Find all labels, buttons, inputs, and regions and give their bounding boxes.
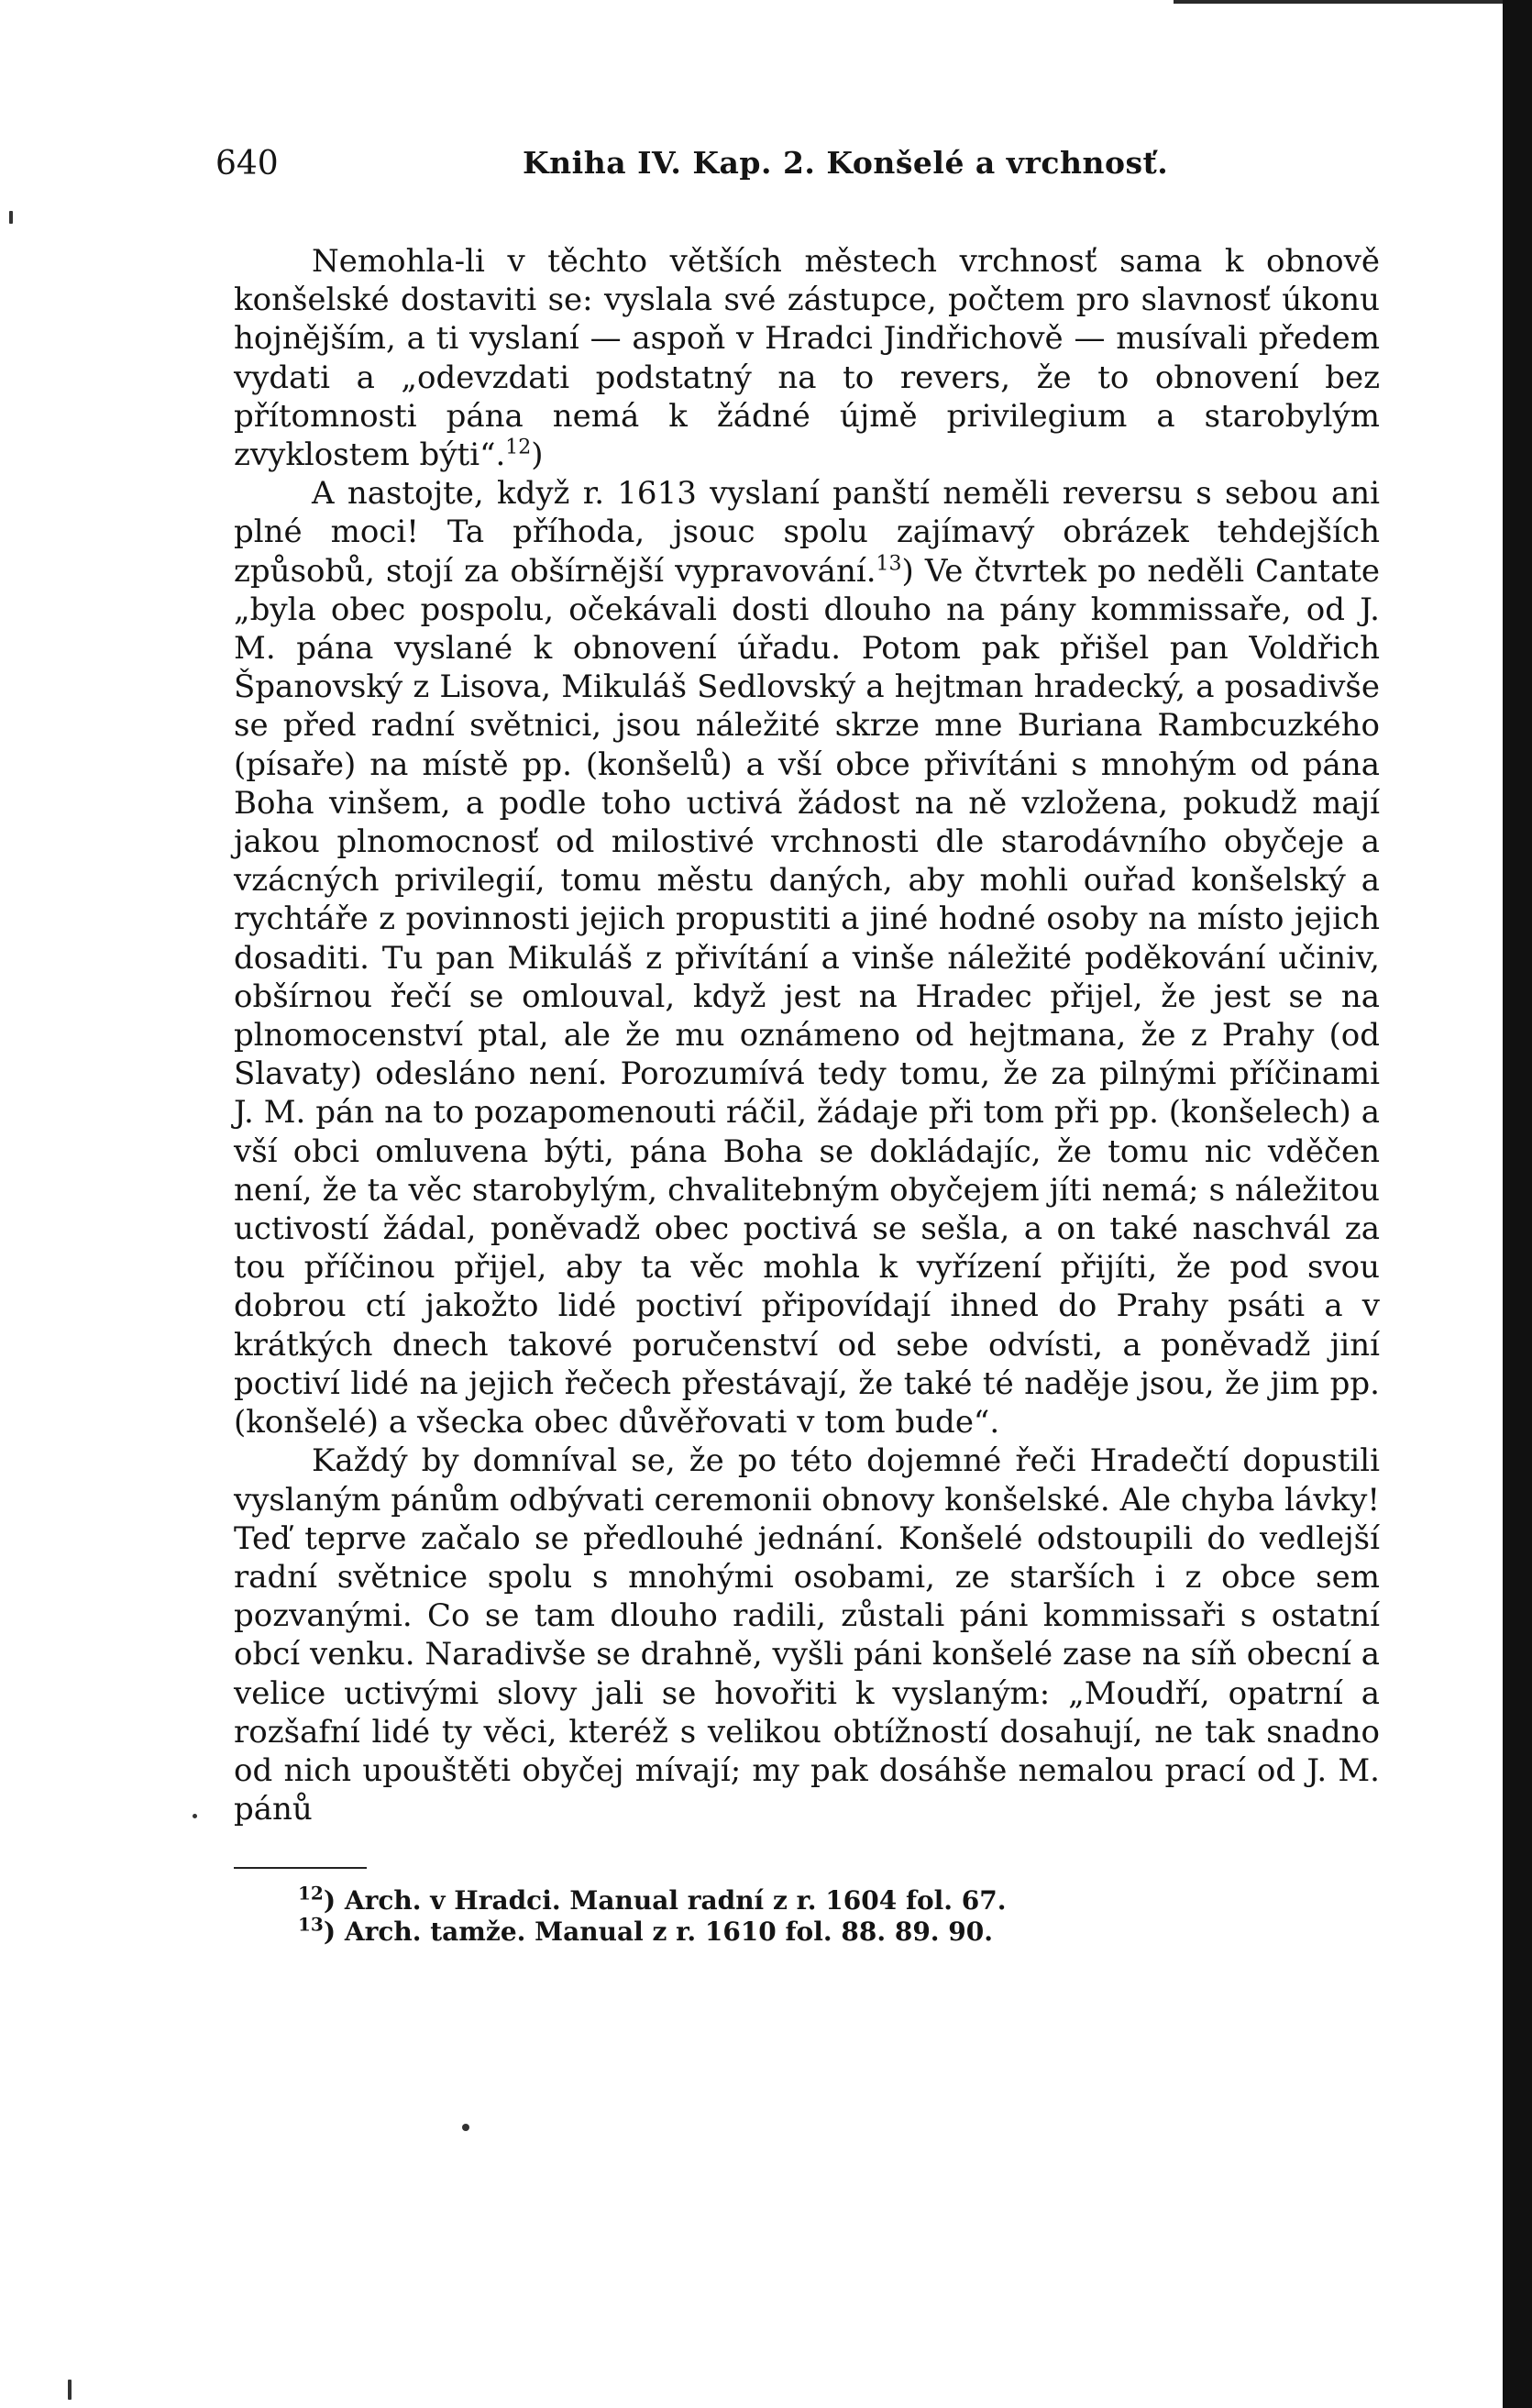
footnote-reference: 13 <box>876 552 902 576</box>
footnote-text: ) Arch. tamže. Manual z r. 1610 fol. 88. 89. 90. <box>323 1916 994 1948</box>
footnote-text: ) Arch. v Hradci. Manual radní z r. 1604 fol. 67. <box>323 1885 1007 1916</box>
paragraph-text: Nemohla-li v těchto větších městech vrchnosť sama k obnově konšelské dostaviti se: vyslala své zástupce, počtem pro slavnosť úkonu hojnějším, a ti vyslaní — aspoň v Hradci Jindřichově — musívali předem vydati a „odevzdati podstatný na to revers, že to obnovení bez přítomnosti pána nemá k žádné újmě privilegium a starobylým zvyklostem býti“. <box>234 243 1380 474</box>
footnotes <box>234 1885 1380 1948</box>
scan-edge <box>1503 0 1532 2408</box>
footnote-divider <box>234 1867 367 1869</box>
page-number: 640 <box>215 145 279 182</box>
footnote-mark: 13 <box>298 1914 324 1936</box>
paragraph <box>234 1441 1380 1828</box>
footnote <box>298 1916 1380 1948</box>
ink-speck <box>68 2380 72 2400</box>
footnote-reference: 12 <box>505 436 532 459</box>
scan-edge-top <box>1174 0 1504 4</box>
ink-speck <box>462 2124 469 2131</box>
ink-speck <box>193 1814 197 1818</box>
paragraph <box>234 242 1380 474</box>
book-page <box>215 145 1380 1948</box>
paragraph-text: A nastojte, když r. 1613 vyslaní panští neměli reversu s sebou ani plné moci! Ta příhoda, jsouc spolu zajímavý obrázek tehdejších způsobů, stojí za obšírnější vypravování. <box>234 475 1380 590</box>
paragraph <box>234 474 1380 1441</box>
ink-speck <box>9 211 13 224</box>
running-head <box>215 145 1380 200</box>
paragraph-text: Každý by domníval se, že po této dojemné řeči Hradečtí dopustili vyslaným pánům odbývati ceremonii obnovy konšelské. Ale chyba lávky! Teď teprve začalo se předlouhé jednání. Konšelé odstoupili do vedlejší radní světnice spolu s mnohými osobami, ze starších i z obce sem pozvanými. Co se tam dlouho radili, zůstali páni kommissaři s ostatní obcí venku. Naradivše se drahně, vyšli páni konšelé zase na síň obecní a velice uctivými slovy jali se hovořiti k vyslaným: „Moudří, opatrní a rozšafní lidé ty věci, kteréž s velikou obtížností dosahují, ne tak snadno od nich upouštěti obyčej mívají; my pak dosáhše nemalou prací od J. M. pánů <box>234 1442 1380 1828</box>
running-title: Kniha IV. Kap. 2. Konšelé a vrchnosť. <box>523 145 1169 181</box>
paragraph-text-continued: ) <box>531 436 544 474</box>
footnote-mark: 12 <box>298 1883 324 1905</box>
footnote <box>298 1885 1380 1916</box>
body-text <box>234 242 1380 1828</box>
paragraph-text-continued: ) Ve čtvrtek po neděli Cantate „byla obec pospolu, očekávali dosti dlouho na pány kommissaře, od J. M. pána vyslané k obnovení úřadu. Potom pak přišel pan Voldřich Španovský z Lisova, Mikuláš Sedlovský a hejtman hradecký, a posadivše se před radní světnici, jsou náležité skrze mne Buriana Rambcuzkého (písaře) na místě pp. (konšelů) a vší obce přivítáni s mnohým od pána Boha vinšem, a podle toho uctivá žádost na ně vzložena, pokudž mají jakou plnomocnosť od milostivé vrchnosti dle starodávního obyčeje a vzácných privilegií, tomu městu daných, aby mohli ouřad konšelský a rychtáře z povinnosti jejich propustiti a jiné hodné osoby na místo jejich dosaditi. Tu pan Mikuláš z přivítání a vinše náležité poděkování učiniv, obšírnou řečí se omlouval, když jest na Hradec přijel, že jest se na plnomocenství ptal, ale že mu oznámeno od hejtmana, že z Prahy (od Slavaty) odesláno není. Porozumívá tedy tomu, že za pilnými příčinami J. M. pán na to pozapomenouti ráčil, žádaje při tom při pp. (konšelech) a vší obci omluvena býti, pána Boha se dokládajíc, že tomu nic vděčen není, že ta věc starobylým, chvalitebným obyčejem jíti nemá; s náležitou uctivostí žádal, poněvadž obec poctivá se sešla, a on také naschvál za tou příčinou přijel, aby ta věc mohla k vyřízení přijíti, že pod svou dobrou ctí jakožto lidé poctiví připovídají ihned do Prahy psáti a v krátkých dnech takové poručenství od sebe odvísti, a poněvadž jiní poctiví lidé na jejich řečech přestávají, že také té naděje jsou, že jim pp. (konšelé) a všecka obec důvěřovati v tom bude“. <box>234 552 1380 1441</box>
